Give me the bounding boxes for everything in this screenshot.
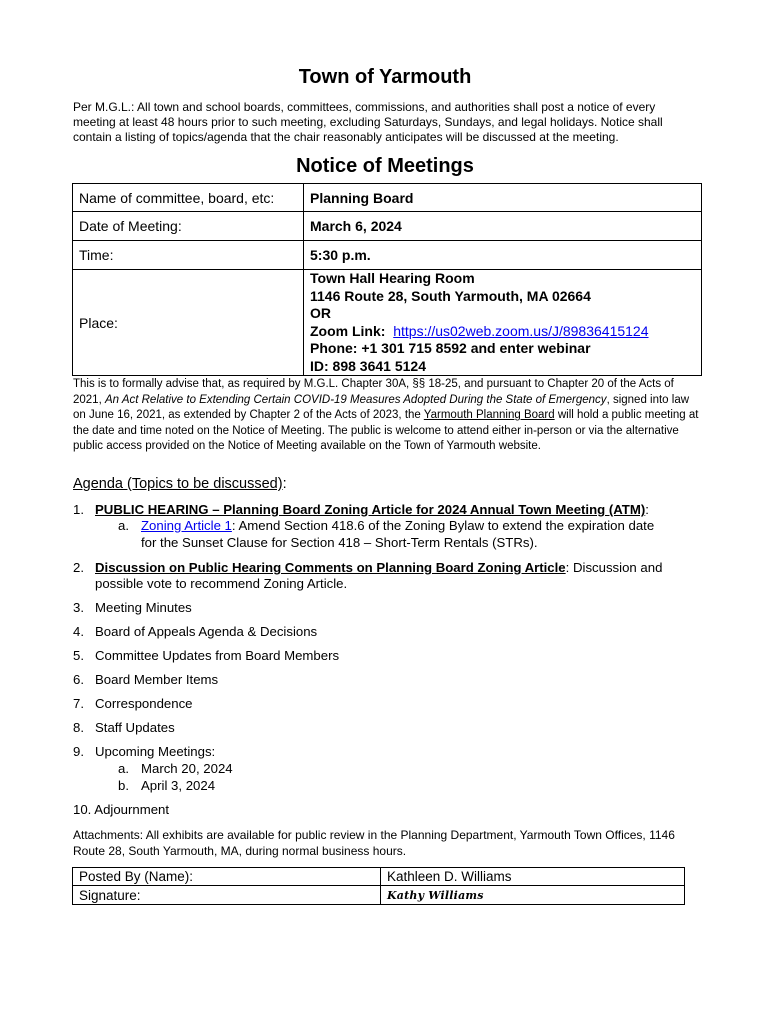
agenda-item-2 (95, 560, 705, 577)
meeting-details-table (72, 183, 702, 376)
agenda-item-2-rest: : Discussion and (565, 560, 663, 575)
agenda-item-2-number: 2. (73, 560, 84, 575)
agenda-item-9-number: 9. (73, 744, 84, 759)
agenda-item-8: Staff Updates (95, 720, 175, 735)
time-label: Time: (73, 241, 304, 270)
agenda-item-1-colon: : (645, 502, 649, 517)
agenda-item-9: Upcoming Meetings: (95, 744, 216, 759)
time-value: 5:30 p.m. (304, 241, 702, 270)
agenda-item-9b-letter: b. (118, 778, 129, 793)
agenda-heading-colon: : (282, 476, 287, 492)
agenda-item-4: Board of Appeals Agenda & Decisions (95, 624, 318, 639)
zoom-label: Zoom Link: (310, 322, 386, 339)
zoom-link[interactable]: https://us02web.zoom.us/J/89836415124 (393, 322, 649, 339)
place-line-1: Town Hall Hearing Room (310, 270, 475, 286)
agenda-item-3: Meeting Minutes (95, 600, 192, 615)
place-line-3: OR (310, 305, 331, 321)
committee-value: Planning Board (304, 184, 702, 212)
agenda-heading (73, 476, 287, 492)
posted-by-row (73, 868, 685, 886)
webinar-id-line: ID: 898 3641 5124 (310, 357, 426, 374)
place-line-2: 1146 Route 28, South Yarmouth, MA 02664 (310, 287, 591, 304)
place-value (304, 270, 702, 376)
committee-row (73, 184, 702, 212)
agenda-item-10: 10. Adjournment (73, 802, 170, 817)
agenda-item-4-number: 4. (73, 624, 84, 639)
agenda-item-9a: March 20, 2024 (141, 761, 233, 776)
agenda-item-3-number: 3. (73, 600, 84, 615)
agenda-item-8-number: 8. (73, 720, 84, 735)
agenda-item-6-number: 6. (73, 672, 84, 687)
agenda-item-1a-text-2: for the Sunset Clause for Section 418 – Short-Term Rentals (STRs). (141, 535, 538, 550)
agenda-item-1a-letter: a. (118, 518, 129, 533)
agenda-item-5: Committee Updates from Board Members (95, 648, 340, 663)
agenda-item-9a-letter: a. (118, 761, 129, 776)
agenda-item-2-title: Discussion on Public Hearing Comments on Planning Board Zoning Article (95, 560, 566, 575)
intro-paragraph: Per M.G.L.: All town and school boards, committees, commissions, and authorities shall post a notice of every meeting at least 48 hours prior to such meeting, excluding Saturdays, Sundays, and legal holidays. Notice shall contain a listing of topics/agenda that the chair reasonably anticipates will be discussed at the meeting. (73, 100, 663, 144)
page-title: Town of Yarmouth (298, 66, 472, 88)
signature-row (73, 886, 685, 905)
date-value: March 6, 2024 (304, 212, 702, 241)
board-name: Yarmouth Planning Board (423, 409, 555, 422)
agenda-item-2-line-2: possible vote to recommend Zoning Article. (95, 576, 348, 591)
agenda-item-1 (95, 502, 705, 519)
agenda-item-1a-text-1: : Amend Section 418.6 of the Zoning Bylaw to extend the expiration date (231, 518, 655, 533)
agenda-item-1a (141, 518, 701, 535)
signature-label: Signature: (73, 886, 381, 905)
signature-cell (381, 886, 685, 905)
notice-heading: Notice of Meetings (296, 155, 474, 177)
committee-label: Name of committee, board, etc: (73, 184, 304, 212)
agenda-item-6: Board Member Items (95, 672, 219, 687)
posted-by-value: Kathleen D. Williams (381, 868, 685, 886)
time-row (73, 241, 702, 270)
place-label: Place: (73, 270, 304, 376)
attachments-note: Attachments: All exhibits are available for public review in the Planning Department, Yarmouth Town Offices, 1146 Route 28, South Yarmouth, MA, during normal business hours. (73, 828, 675, 858)
date-row (73, 212, 702, 241)
act-title: An Act Relative to Extending Certain COVID-19 Measures Adopted During the State of Emergency (104, 393, 607, 406)
signature: Kathy Williams (387, 889, 484, 902)
posted-by-label: Posted By (Name): (73, 868, 381, 886)
advisory-part-3: will hold a public meeting at the date and time noted on the Notice of Meeting. The public is welcome to attend either in-person or via the alternative public access provided on the Notice of Meeting available on the Town of Yarmouth website. (73, 409, 699, 453)
zoning-article-link[interactable]: Zoning Article 1 (141, 518, 232, 533)
agenda-item-9b: April 3, 2024 (141, 778, 216, 793)
date-label: Date of Meeting: (73, 212, 304, 241)
agenda-item-1-number: 1. (73, 502, 84, 517)
phone-line: Phone: +1 301 715 8592 and enter webinar (310, 340, 591, 356)
agenda-item-7: Correspondence (95, 696, 193, 711)
advisory-part-2: , signed into law on June 16, 2021, as extended by Chapter 2 of the Acts of 2023, the (73, 393, 690, 422)
agenda-heading-text: Agenda (Topics to be discussed) (73, 476, 283, 492)
agenda-item-5-number: 5. (73, 648, 84, 663)
posted-by-table (72, 867, 685, 905)
advisory-paragraph (73, 377, 699, 455)
place-row (73, 270, 702, 376)
zoom-line (310, 323, 695, 341)
agenda-item-7-number: 7. (73, 696, 84, 711)
agenda-item-1-title: PUBLIC HEARING – Planning Board Zoning Article for 2024 Annual Town Meeting (ATM) (95, 502, 646, 517)
advisory-part-1: This is to formally advise that, as required by M.G.L. Chapter 30A, §§ 18-25, and pursuant to Chapter 20 of the Acts of 2021, (73, 378, 674, 406)
